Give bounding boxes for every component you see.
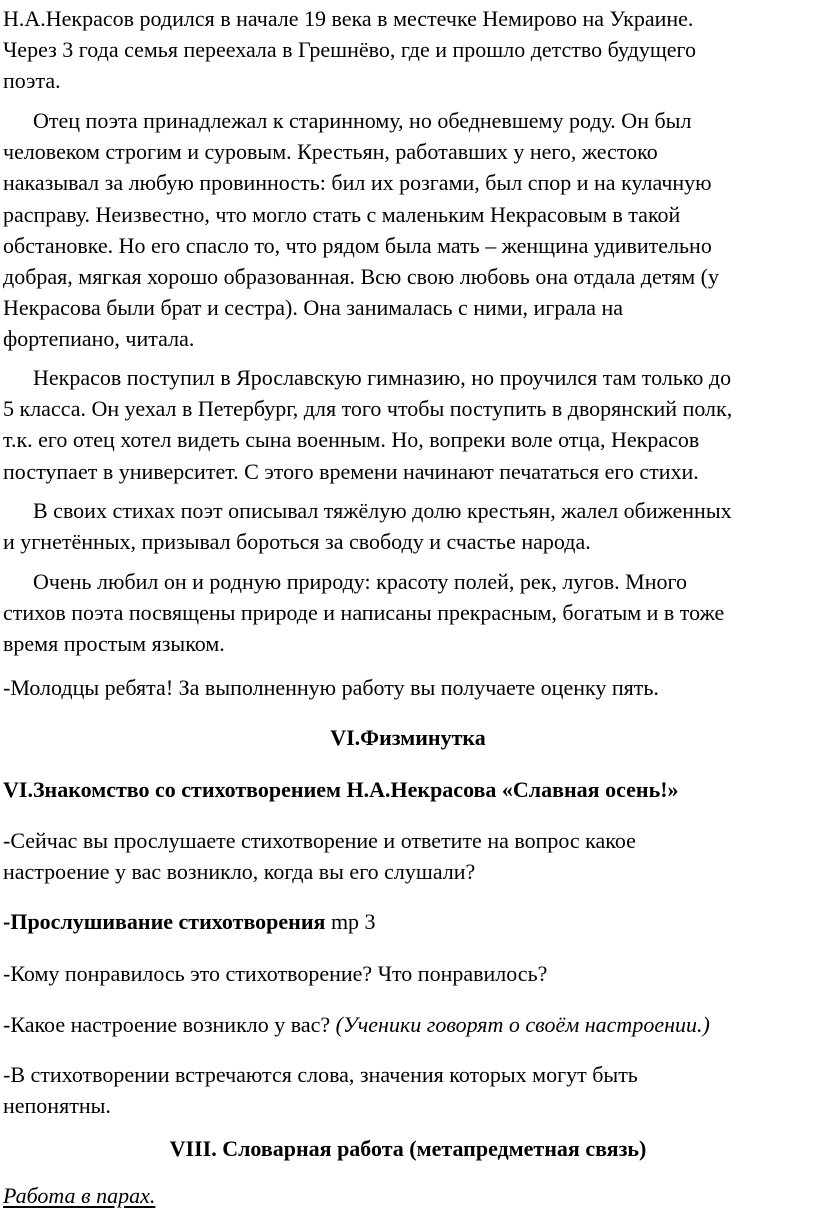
text-line: -Кому понравилось это стихотворение? Что понравилось? xyxy=(3,961,548,986)
text-line: добрая, мягкая хорошо образованная. Всю свою любовь она отдала детям (у xyxy=(3,264,719,290)
paragraph-poems-peasants xyxy=(3,495,815,557)
heading-text: VIII. Словарная работа (метапредметная связь) xyxy=(169,1136,647,1161)
text-line: Очень любил он и родную природу: красоту полей, рек, лугов. Много xyxy=(33,569,687,594)
paragraph-listening xyxy=(3,906,815,937)
text-line: т.к. его отец хотел видеть сына военным. Но, вопреки воле отца, Некрасов xyxy=(3,427,700,453)
text-line: наказывал за любую провинность: бил их розгами, был спор и на кулачную xyxy=(3,170,712,196)
text-line: Некрасов поступил в Ярославскую гимназию, но проучился там только до xyxy=(33,365,732,390)
text-line: стихов поэта посвящены природе и написаны прекрасным, богатым и в тоже xyxy=(3,600,725,626)
text-line: -В стихотворении встречаются слова, значения которых могут быть xyxy=(3,1062,638,1087)
listening-media-text: mp 3 xyxy=(325,909,376,934)
text-line: -Сейчас вы прослушаете стихотворение и ответите на вопрос какое xyxy=(3,828,636,853)
listening-bold-text: -Прослушивание стихотворения xyxy=(3,909,326,934)
paragraph-nature xyxy=(3,566,815,660)
heading-poem-intro xyxy=(3,774,815,805)
text-line: поступает в университет. С этого времени начинают печататься его стихи. xyxy=(3,458,699,484)
heading-text: VI.Знакомство со стихотворением Н.А.Некрасова «Славная осень!» xyxy=(3,777,679,802)
paragraph-listen-question xyxy=(3,825,815,887)
mood-question-text: -Какое настроение возникло у вас? xyxy=(3,1012,336,1037)
paragraph-gymnasium xyxy=(3,362,815,487)
text-line: Некрасова были брат и сестра). Она занималась с ними, играла на xyxy=(3,295,624,321)
paragraph-liked-question xyxy=(3,958,815,989)
text-line: непонятны. xyxy=(3,1093,111,1119)
paragraph-birth xyxy=(3,3,815,97)
text-line: Н.А.Некрасов родился в начале 19 века в местечке Немирово на Украине. xyxy=(3,6,694,31)
text-line: -Молодцы ребята! За выполненную работу вы получаете оценку пять. xyxy=(3,675,659,700)
text-line: настроение у вас возникло, когда вы его слушали? xyxy=(3,859,476,885)
heading-text: VI.Физминутка xyxy=(330,725,486,750)
paragraph-praise xyxy=(3,672,815,703)
heading-fizminutka xyxy=(0,722,816,753)
text-line xyxy=(3,906,815,937)
paragraph-father xyxy=(3,105,815,355)
text-line: время простым языком. xyxy=(3,631,225,657)
text-line: 5 класса. Он уехал в Петербург, для того чтобы поступить в дворянский полк, xyxy=(3,396,733,422)
paragraph-pair-work xyxy=(3,1180,815,1211)
paragraph-mood-question xyxy=(3,1009,815,1040)
text-line: фортепиано, читала. xyxy=(3,326,195,352)
text-line: обстановке. Но его спасло то, что рядом была мать – женщина удивительно xyxy=(3,232,712,258)
text-line: В своих стихах поэт описывал тяжёлую долю крестьян, жалел обиженных xyxy=(33,498,732,523)
text-line: и угнетённых, призывал бороться за свободу и счастье народа. xyxy=(3,529,591,555)
text-line: Отец поэта принадлежал к старинному, но обедневшему роду. Он был xyxy=(33,108,692,133)
mood-answer-note: (Ученики говорят о своём настроении.) xyxy=(335,1012,710,1037)
text-line: поэта. xyxy=(3,68,61,94)
paragraph-unknown-words xyxy=(3,1059,815,1121)
text-line: расправу. Неизвестно, что могло стать с маленьким Некрасовым в такой xyxy=(3,201,681,227)
text-line: человеком строгим и суровым. Крестьян, работавших у него, жестоко xyxy=(3,139,658,165)
text-line xyxy=(3,1009,815,1040)
heading-vocabulary xyxy=(0,1133,816,1164)
text-line: Работа в парах. xyxy=(3,1183,156,1208)
text-line: Через 3 года семья переехала в Грешнёво, где и прошло детство будущего xyxy=(3,37,696,63)
